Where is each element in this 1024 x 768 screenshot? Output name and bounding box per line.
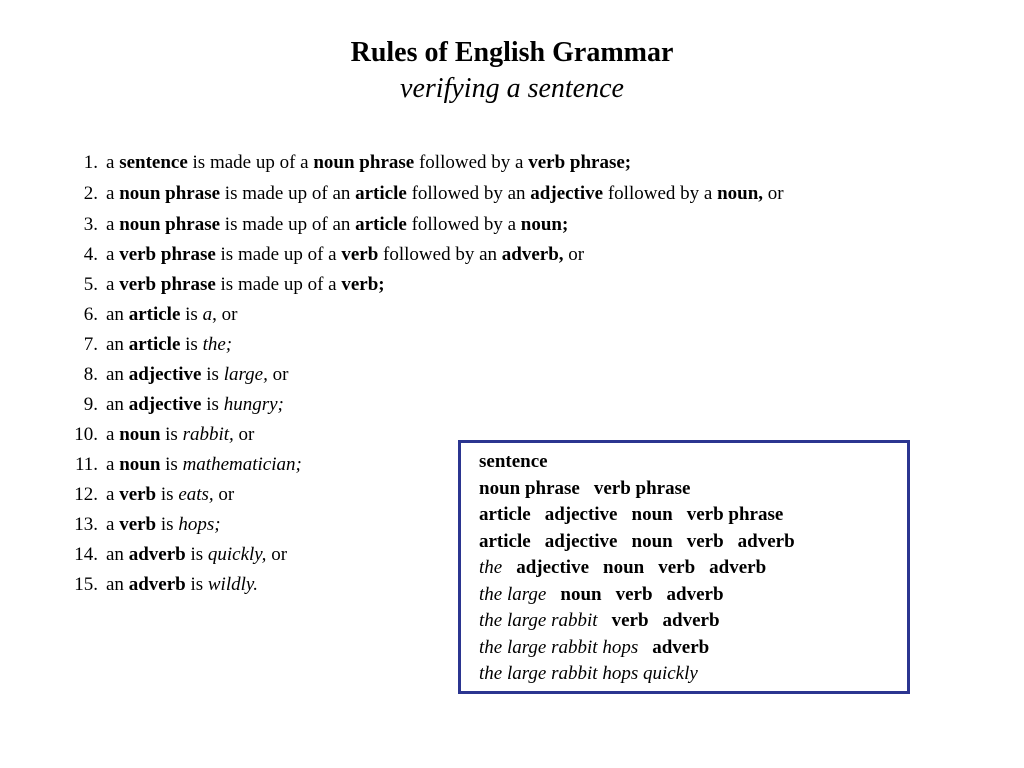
derivation-term: noun: [631, 530, 673, 552]
rule-text: hops;: [178, 514, 221, 535]
rule-text: followed by a: [603, 183, 718, 204]
title-block: [0, 36, 1024, 106]
derivation-term-wrap: [479, 610, 598, 631]
rule-text: or: [267, 364, 289, 385]
rule-text: is: [156, 484, 179, 505]
derivation-line: [479, 451, 562, 473]
rule-item: [60, 300, 920, 330]
derivation-term-wrap: [687, 504, 784, 525]
rule-text: verb: [119, 484, 157, 505]
derivation-line: [479, 504, 797, 526]
rule-text: sentence: [119, 152, 188, 173]
rule-text: an: [106, 544, 129, 565]
derivation-line: [479, 557, 780, 579]
rule-text: a: [106, 152, 120, 173]
derivation-term: adverb: [737, 530, 795, 552]
rule-item: [60, 330, 920, 360]
rule-text: adjective: [128, 364, 202, 385]
derivation-term: verb: [615, 583, 653, 605]
derivation-term-wrap: [479, 663, 698, 684]
rule-text: or: [266, 544, 288, 565]
rule-text: noun;: [520, 214, 569, 235]
rule-text: verb phrase: [119, 244, 216, 265]
rule-number: 15.: [74, 574, 98, 595]
derivation-box: [458, 440, 910, 694]
derivation-line: [479, 637, 723, 659]
derivation-term-wrap: [479, 478, 580, 499]
rule-text: followed by an: [406, 183, 531, 204]
derivation-term-wrap: [479, 504, 531, 525]
rule-text: a: [106, 454, 120, 475]
rule-number: 1.: [83, 152, 98, 173]
derivation-term-wrap: [632, 531, 673, 552]
rule-text: is: [201, 394, 224, 415]
derivation-term-wrap: [603, 557, 644, 578]
derivation-term-wrap: [616, 584, 653, 605]
rule-number: 4.: [83, 244, 98, 265]
rule-text: rabbit,: [182, 424, 234, 445]
derivation-term: adverb: [662, 610, 720, 631]
rule-text: an: [106, 304, 129, 325]
rule-text: large,: [223, 364, 268, 385]
rule-text: a: [106, 214, 120, 235]
derivation-term: the large rabbit hops quickly: [479, 663, 698, 684]
rule-text: adjective: [128, 394, 202, 415]
derivation-line: [479, 531, 809, 553]
rule-text: verb: [341, 244, 379, 265]
derivation-term: adverb: [709, 557, 767, 578]
derivation-term-wrap: [658, 557, 695, 578]
derivation-term: verb: [686, 530, 724, 552]
derivation-term: noun: [603, 557, 645, 578]
derivation-term-wrap: [479, 584, 546, 605]
page-title: Rules of English Grammar: [350, 37, 674, 68]
rule-number: 11.: [74, 454, 98, 475]
rule-text: a: [106, 514, 120, 535]
derivation-term-wrap: [516, 557, 589, 578]
derivation-term: noun: [631, 504, 673, 525]
rule-text: or: [563, 244, 585, 265]
derivation-term-wrap: [632, 504, 673, 525]
derivation-term-wrap: [652, 637, 709, 658]
derivation-term: the large rabbit hops: [479, 636, 639, 658]
rule-text: noun phrase: [119, 214, 221, 235]
rule-item: [60, 390, 920, 420]
rule-number: 8.: [83, 364, 98, 385]
rule-text: is: [156, 514, 179, 535]
rule-text: wildly.: [207, 574, 259, 595]
rule-text: article: [355, 214, 407, 235]
derivation-line: [479, 610, 734, 632]
derivation-term: the large: [479, 583, 547, 605]
derivation-term-wrap: [479, 557, 502, 578]
derivation-line: [479, 584, 738, 606]
rule-text: is: [180, 304, 203, 325]
derivation-term: noun phrase: [479, 477, 580, 499]
rule-text: or: [213, 484, 235, 505]
derivation-term: adverb: [652, 636, 710, 658]
rule-text: is: [185, 574, 208, 595]
rule-text: verb phrase: [119, 274, 216, 295]
rule-number: 5.: [83, 274, 98, 295]
rule-item: [60, 270, 920, 300]
derivation-term: verb phrase: [686, 504, 784, 525]
rule-text: or: [763, 183, 784, 204]
rule-text: article: [128, 304, 181, 325]
derivation-line: [479, 663, 712, 685]
rule-number: 14.: [74, 544, 98, 565]
rule-item: [60, 210, 920, 240]
rule-item: [60, 240, 920, 270]
rule-number: 6.: [83, 304, 98, 325]
rule-text: eats,: [178, 484, 214, 505]
rule-number: 13.: [74, 514, 98, 535]
rule-text: verb: [119, 514, 157, 535]
derivation-term-wrap: [667, 584, 724, 605]
rule-text: a: [106, 183, 120, 204]
rule-text: or: [233, 424, 255, 445]
rule-text: is made up of an: [220, 183, 356, 204]
derivation-term: the large rabbit: [479, 610, 598, 631]
rule-text: a: [106, 484, 120, 505]
rule-item: [60, 178, 920, 210]
derivation-term-wrap: [545, 504, 618, 525]
rule-text: a: [106, 244, 120, 265]
rule-number: 7.: [83, 334, 98, 355]
rule-text: adjective: [530, 183, 604, 204]
rule-text: noun phrase: [119, 183, 221, 204]
rule-text: is: [185, 544, 208, 565]
rule-number: 9.: [83, 394, 98, 415]
derivation-term: article: [479, 530, 531, 552]
rule-number: 10.: [74, 424, 98, 445]
rule-text: article: [355, 183, 407, 204]
derivation-term: verb: [611, 610, 649, 631]
derivation-term-wrap: [594, 478, 691, 499]
rule-number: 12.: [74, 484, 98, 505]
rule-text: an: [106, 394, 129, 415]
rule-text: an: [106, 574, 129, 595]
derivation-term-wrap: [479, 531, 531, 552]
rule-text: is made up of a: [215, 274, 342, 295]
rule-text: followed by an: [378, 244, 502, 265]
rule-text: followed by a: [414, 152, 529, 173]
derivation-term: adjective: [544, 530, 618, 552]
rule-text: is made up of an: [220, 214, 356, 235]
derivation-term-wrap: [663, 610, 720, 631]
rule-text: adverb: [128, 544, 186, 565]
rule-text: the;: [202, 334, 233, 355]
rule-text: article: [128, 334, 181, 355]
derivation-term-wrap: [687, 531, 724, 552]
rule-text: is: [201, 364, 224, 385]
derivation-line: [479, 478, 704, 500]
rule-number: 3.: [83, 214, 98, 235]
rule-text: an: [106, 334, 129, 355]
rule-text: adverb: [128, 574, 186, 595]
rule-text: is made up of a: [187, 152, 314, 173]
rule-text: hungry;: [223, 394, 284, 415]
derivation-term-wrap: [545, 531, 618, 552]
rule-text: quickly,: [207, 544, 267, 565]
rule-item: [60, 360, 920, 390]
rule-text: is: [160, 454, 183, 475]
derivation-term-wrap: [738, 531, 795, 552]
rule-item: [60, 148, 920, 178]
derivation-term: verb phrase: [593, 477, 691, 499]
rule-text: a: [106, 274, 120, 295]
derivation-term-wrap: [479, 451, 548, 472]
rule-text: an: [106, 364, 129, 385]
rule-text: noun: [119, 454, 161, 475]
rule-text: followed by a: [406, 214, 521, 235]
derivation-term: adverb: [666, 583, 724, 605]
rule-text: is: [160, 424, 183, 445]
rule-text: noun: [119, 424, 161, 445]
derivation-term-wrap: [709, 557, 766, 578]
rule-text: adverb,: [501, 244, 564, 265]
rule-text: a: [202, 304, 213, 325]
rule-number: 2.: [83, 183, 98, 204]
derivation-term: the: [479, 557, 503, 578]
rule-text: mathematician;: [182, 454, 302, 475]
rule-text: , or: [212, 304, 238, 325]
rule-text: verb phrase;: [528, 152, 632, 173]
rule-text: verb;: [341, 274, 385, 295]
derivation-term: adjective: [544, 504, 618, 525]
rule-text: is: [180, 334, 203, 355]
derivation-term-wrap: [479, 637, 638, 658]
derivation-term: adjective: [516, 557, 590, 578]
rule-text: noun phrase: [313, 152, 415, 173]
page-subtitle: verifying a sentence: [400, 73, 624, 104]
derivation-term: noun: [560, 583, 602, 605]
derivation-term: verb: [658, 557, 696, 578]
rule-text: noun,: [717, 183, 764, 204]
derivation-term-wrap: [560, 584, 601, 605]
rule-text: is made up of a: [215, 244, 342, 265]
derivation-term-wrap: [612, 610, 649, 631]
derivation-term: sentence: [479, 451, 548, 472]
derivation-term: article: [479, 504, 531, 525]
rule-text: a: [106, 424, 120, 445]
